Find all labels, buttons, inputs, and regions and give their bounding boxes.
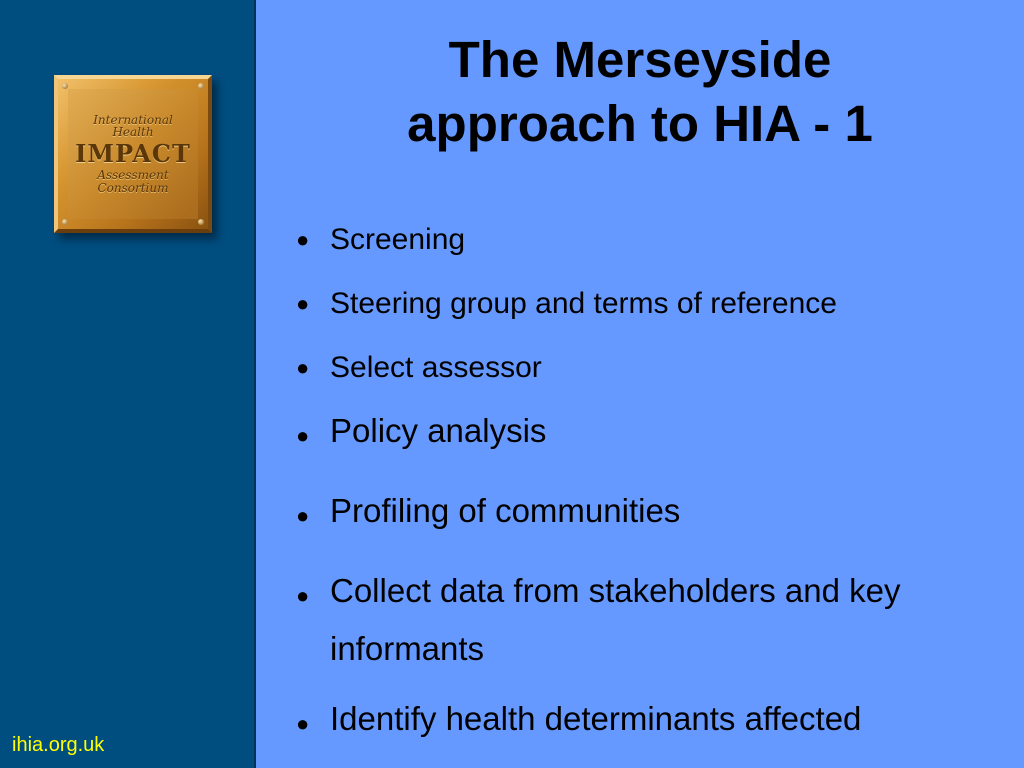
bullet-item-screening: [296, 218, 996, 262]
logo-text-international: International: [93, 112, 173, 127]
bullet-text: Collect data from stakeholders and key informants: [330, 572, 901, 667]
impact-logo: [54, 75, 212, 233]
rivet-icon: [198, 219, 204, 225]
bullet-text: Steering group and terms of reference: [330, 287, 837, 320]
bullet-item-select-assessor: [296, 346, 996, 390]
bullet-item-steering-group: [296, 282, 996, 326]
sidebar-panel: [0, 0, 256, 768]
slide-title: [290, 28, 990, 156]
logo-plaque: [54, 75, 212, 233]
rivet-icon: [198, 83, 204, 89]
bullet-text: Profiling of communities: [330, 492, 681, 529]
bullet-icon: ●: [296, 355, 310, 380]
logo-text-consortium: Consortium: [97, 180, 169, 195]
bullet-icon: ●: [296, 711, 310, 736]
bullet-item-collect-data: [296, 562, 996, 678]
slide-title-line1: The Merseyside: [448, 31, 832, 88]
logo-text-assessment: Assessment: [97, 168, 169, 183]
bullet-text: Screening: [330, 223, 466, 256]
rivet-icon: [62, 219, 68, 225]
bullet-icon: ●: [296, 291, 310, 316]
bullet-icon: ●: [296, 423, 310, 448]
bullet-item-profiling: [296, 482, 996, 550]
bullet-icon: ●: [296, 503, 310, 528]
logo-text-impact: IMPACT: [75, 138, 191, 168]
bullet-icon: ●: [296, 227, 310, 252]
logo-face: [68, 89, 198, 219]
bullet-text: Select assessor: [330, 351, 542, 384]
bullet-text: Identify health determinants affected: [330, 700, 862, 737]
bullet-text: Policy analysis: [330, 412, 547, 449]
slide-title-line2: approach to HIA - 1: [407, 95, 873, 152]
bullet-list: [296, 218, 996, 758]
bullet-item-identify-determinants: [296, 690, 996, 758]
bullet-item-policy-analysis: [296, 402, 996, 470]
bullet-icon: ●: [296, 583, 310, 608]
logo-text-health: Health: [112, 125, 154, 140]
website-link[interactable]: ihia.org.uk: [12, 734, 105, 756]
